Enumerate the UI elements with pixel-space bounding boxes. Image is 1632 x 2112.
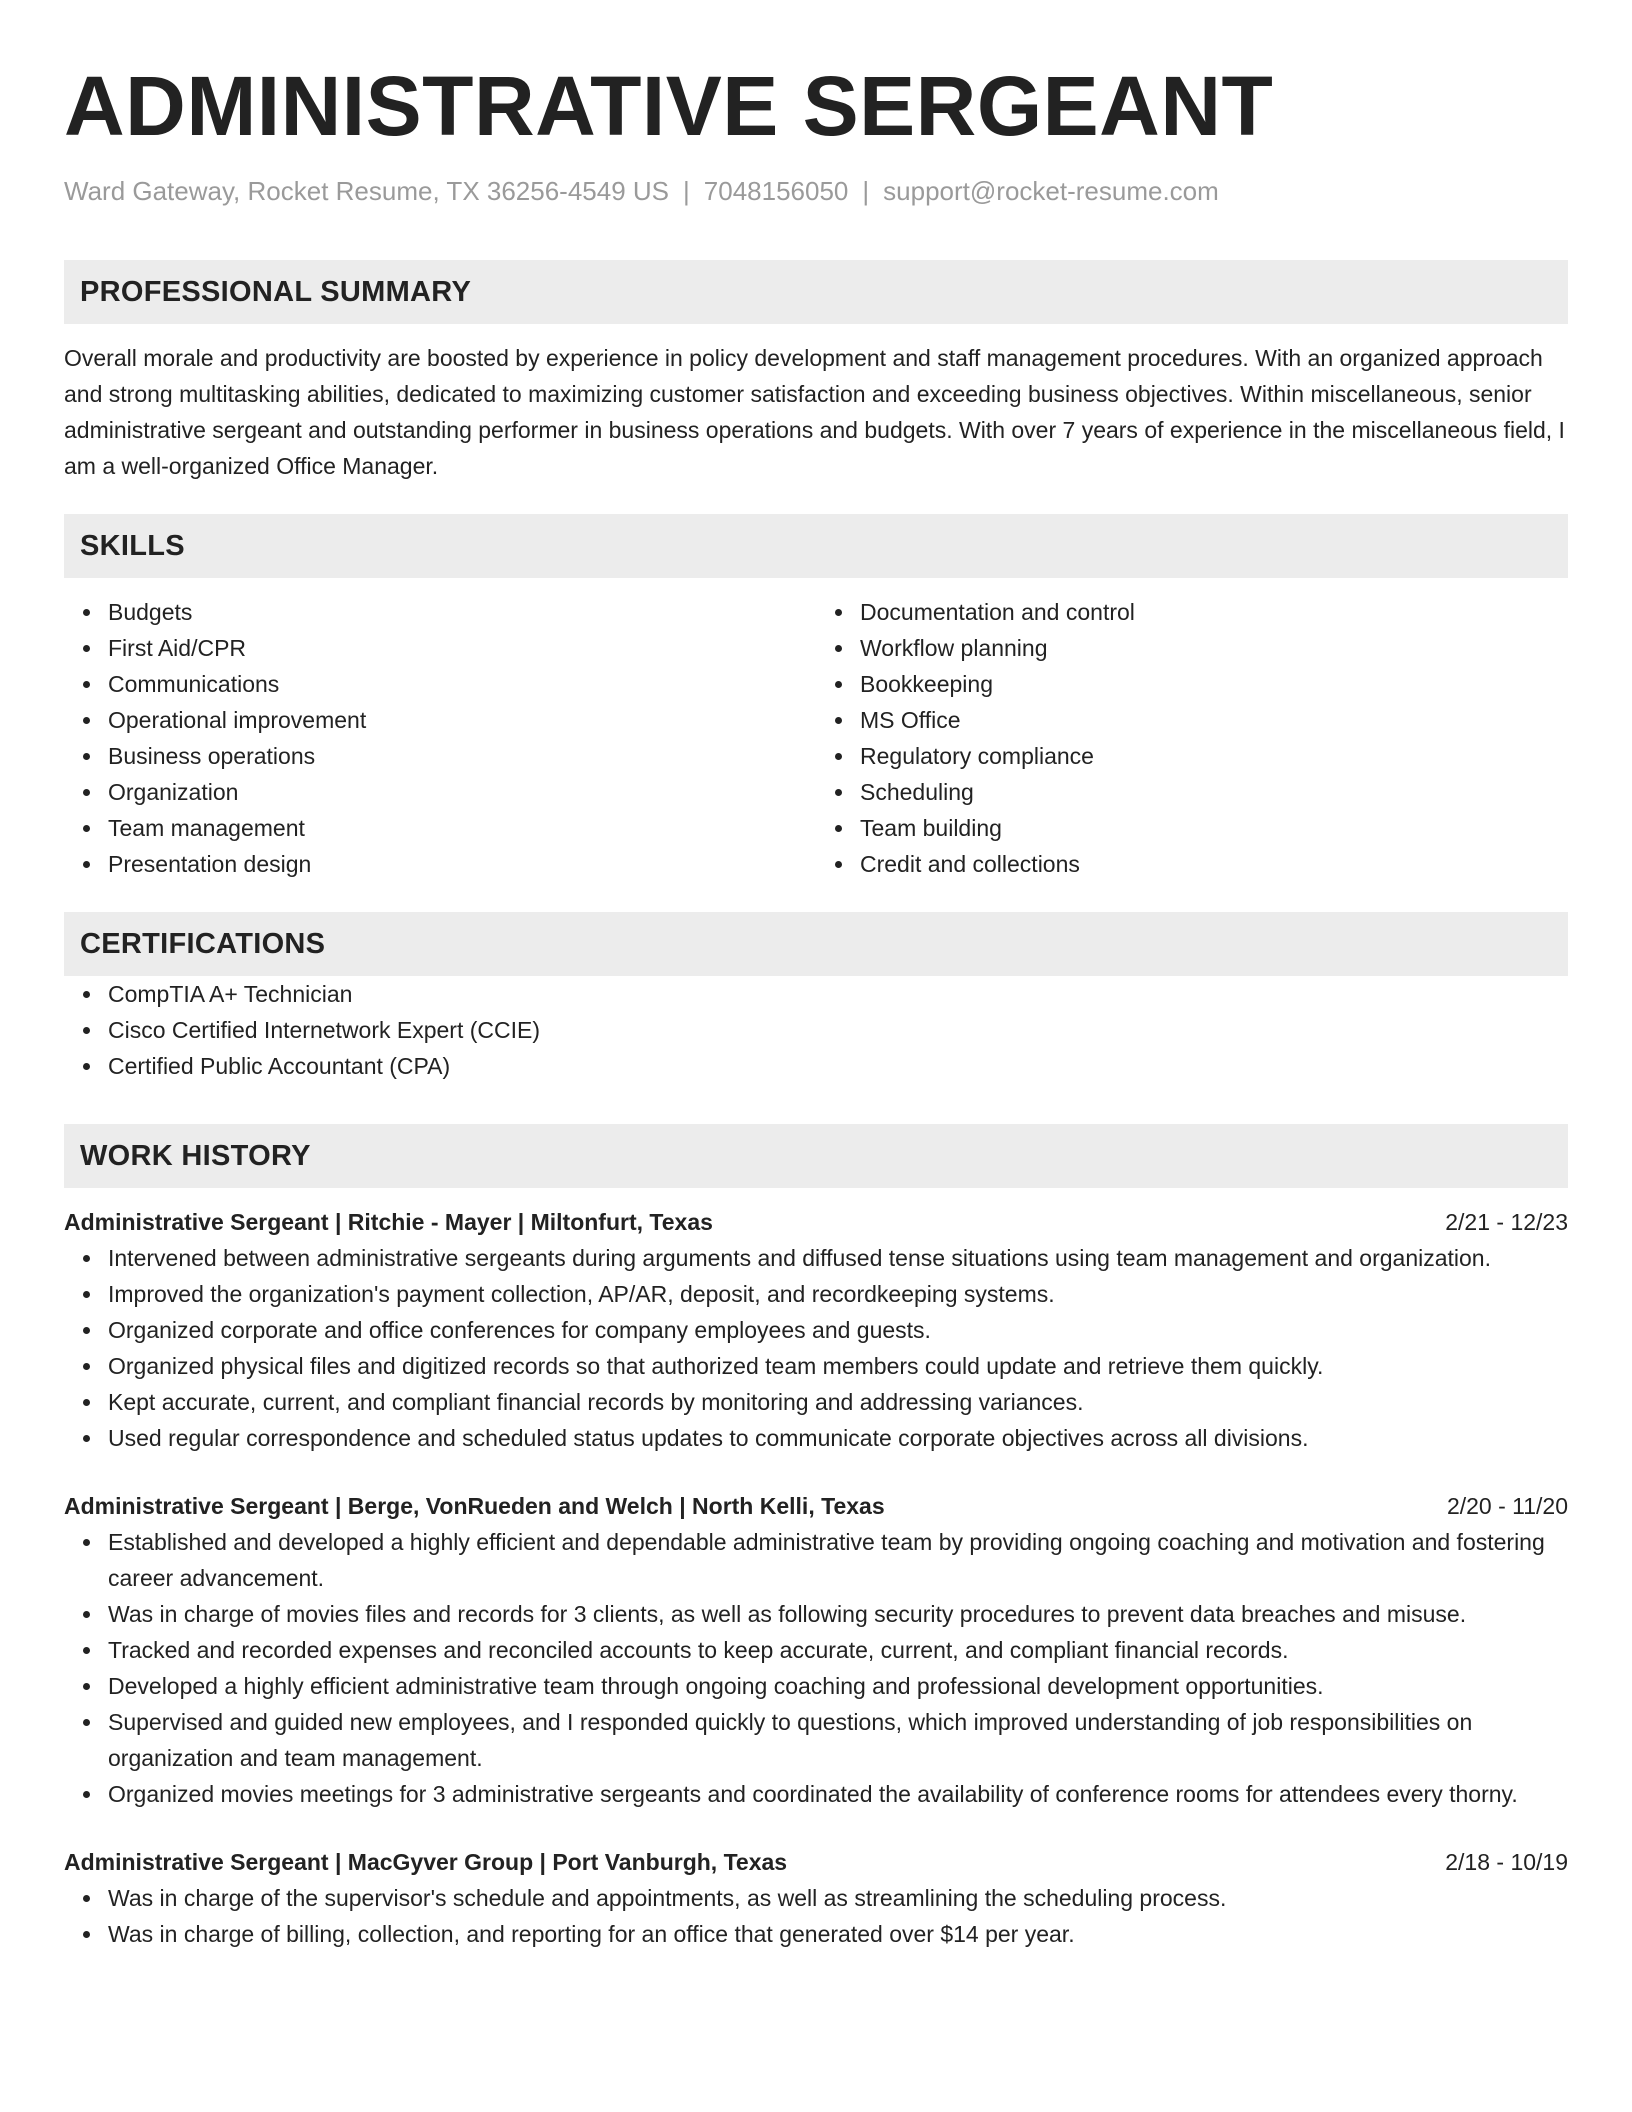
job-entry [64,1204,1568,1456]
contact-separator: | [862,176,870,206]
section-header-work-history: WORK HISTORY [64,1124,1568,1188]
candidate-name: ADMINISTRATIVE SERGEANT [64,59,1274,153]
job-duty: Organized movies meetings for 3 administrative sergeants and coordinated the availability of conference rooms for attendees every thorny. [108,1776,1568,1812]
job-title: Administrative Sergeant | Berge, VonRueden and Welch | North Kelli, Texas [64,1493,885,1519]
job-duty: Tracked and recorded expenses and reconciled accounts to keep accurate, current, and compliant financial records. [108,1632,1568,1668]
job-duty: Organized physical files and digitized records so that authorized team members could update and retrieve them quickly. [108,1348,1568,1384]
skill-item: Communications [108,666,816,702]
skill-item: Operational improvement [108,702,816,738]
skill-item: Documentation and control [860,594,1568,630]
resume-page [64,56,1568,1952]
section-header-skills: SKILLS [64,514,1568,578]
job-dates: 2/20 - 11/20 [1446,1493,1568,1519]
skill-item: Bookkeeping [860,666,1568,702]
skill-item: Business operations [108,738,816,774]
job-title: Administrative Sergeant | MacGyver Group | Port Vanburgh, Texas [64,1849,788,1875]
skills-column-right [816,594,1568,882]
contact-separator: | [683,176,690,206]
certifications-list [64,976,1568,1084]
job-duty: Organized corporate and office conferences for company employees and guests. [108,1312,1568,1348]
job-dates: 2/18 - 10/19 [1445,1849,1568,1875]
skills-grid [64,594,1568,882]
certification-item: CompTIA A+ Technician [108,976,1568,1012]
job-duty: Kept accurate, current, and compliant financial records by monitoring and addressing variances. [108,1384,1568,1420]
contact-phone: 7048156050 [703,176,849,206]
certification-item: Cisco Certified Internetwork Expert (CCIE) [108,1012,1568,1048]
skill-item: Scheduling [860,774,1568,810]
job-header [64,1204,1568,1240]
job-duty: Was in charge of billing, collection, and reporting for an office that generated over $14 per year. [108,1916,1568,1952]
skill-item: Credit and collections [860,846,1568,882]
skill-item: Organization [108,774,816,810]
skill-item: Team building [860,810,1568,846]
job-duties-list [64,1880,1568,1952]
job-entry [64,1844,1568,1952]
skill-item: Regulatory compliance [860,738,1568,774]
certification-item: Certified Public Accountant (CPA) [108,1048,1568,1084]
skill-item: First Aid/CPR [108,630,816,666]
job-duty: Was in charge of the supervisor's schedule and appointments, as well as streamlining the scheduling process. [108,1880,1568,1916]
job-duty: Developed a highly efficient administrative team through ongoing coaching and professional development opportunities. [108,1668,1568,1704]
job-duty: Improved the organization's payment collection, AP/AR, deposit, and recordkeeping systems. [108,1276,1568,1312]
job-entry [64,1488,1568,1812]
contact-email: support@rocket-resume.com [883,176,1219,206]
skills-column-left [64,594,816,882]
job-duties-list [64,1240,1568,1456]
job-dates: 2/21 - 12/23 [1445,1209,1568,1235]
skill-item: Presentation design [108,846,816,882]
job-duty: Intervened between administrative sergeants during arguments and diffused tense situations using team management and organization. [108,1240,1568,1276]
job-duty: Supervised and guided new employees, and I responded quickly to questions, which improved understanding of job responsibilities on organization and team management. [108,1704,1568,1776]
job-header [64,1488,1568,1524]
job-duty: Established and developed a highly efficient and dependable administrative team by providing ongoing coaching and motivation and fostering career advancement. [108,1524,1568,1596]
job-duty: Used regular correspondence and scheduled status updates to communicate corporate objectives across all divisions. [108,1420,1568,1456]
job-header [64,1844,1568,1880]
skill-item: MS Office [860,702,1568,738]
summary-text: Overall morale and productivity are boosted by experience in policy development and staff management procedures. With an organized approach and strong multitasking abilities, dedicated to maximizing customer satisfaction and exceeding business objectives. Within miscellaneous, senior administrative sergeant and outstanding performer in business operations and budgets. With over 7 years of experience in the miscellaneous field, I am a well-organized Office Manager. [64,345,1565,479]
contact-line [64,174,1568,208]
contact-address: Ward Gateway, Rocket Resume, TX 36256-4549 US [64,176,670,206]
job-title: Administrative Sergeant | Ritchie - Mayer | Miltonfurt, Texas [64,1209,713,1235]
skill-item: Budgets [108,594,816,630]
section-header-summary: PROFESSIONAL SUMMARY [64,260,1568,324]
skill-item: Workflow planning [860,630,1568,666]
job-duties-list [64,1524,1568,1812]
job-duty: Was in charge of movies files and records for 3 clients, as well as following security procedures to prevent data breaches and misuse. [108,1596,1568,1632]
section-header-certifications: CERTIFICATIONS [64,912,1568,976]
skill-item: Team management [108,810,816,846]
